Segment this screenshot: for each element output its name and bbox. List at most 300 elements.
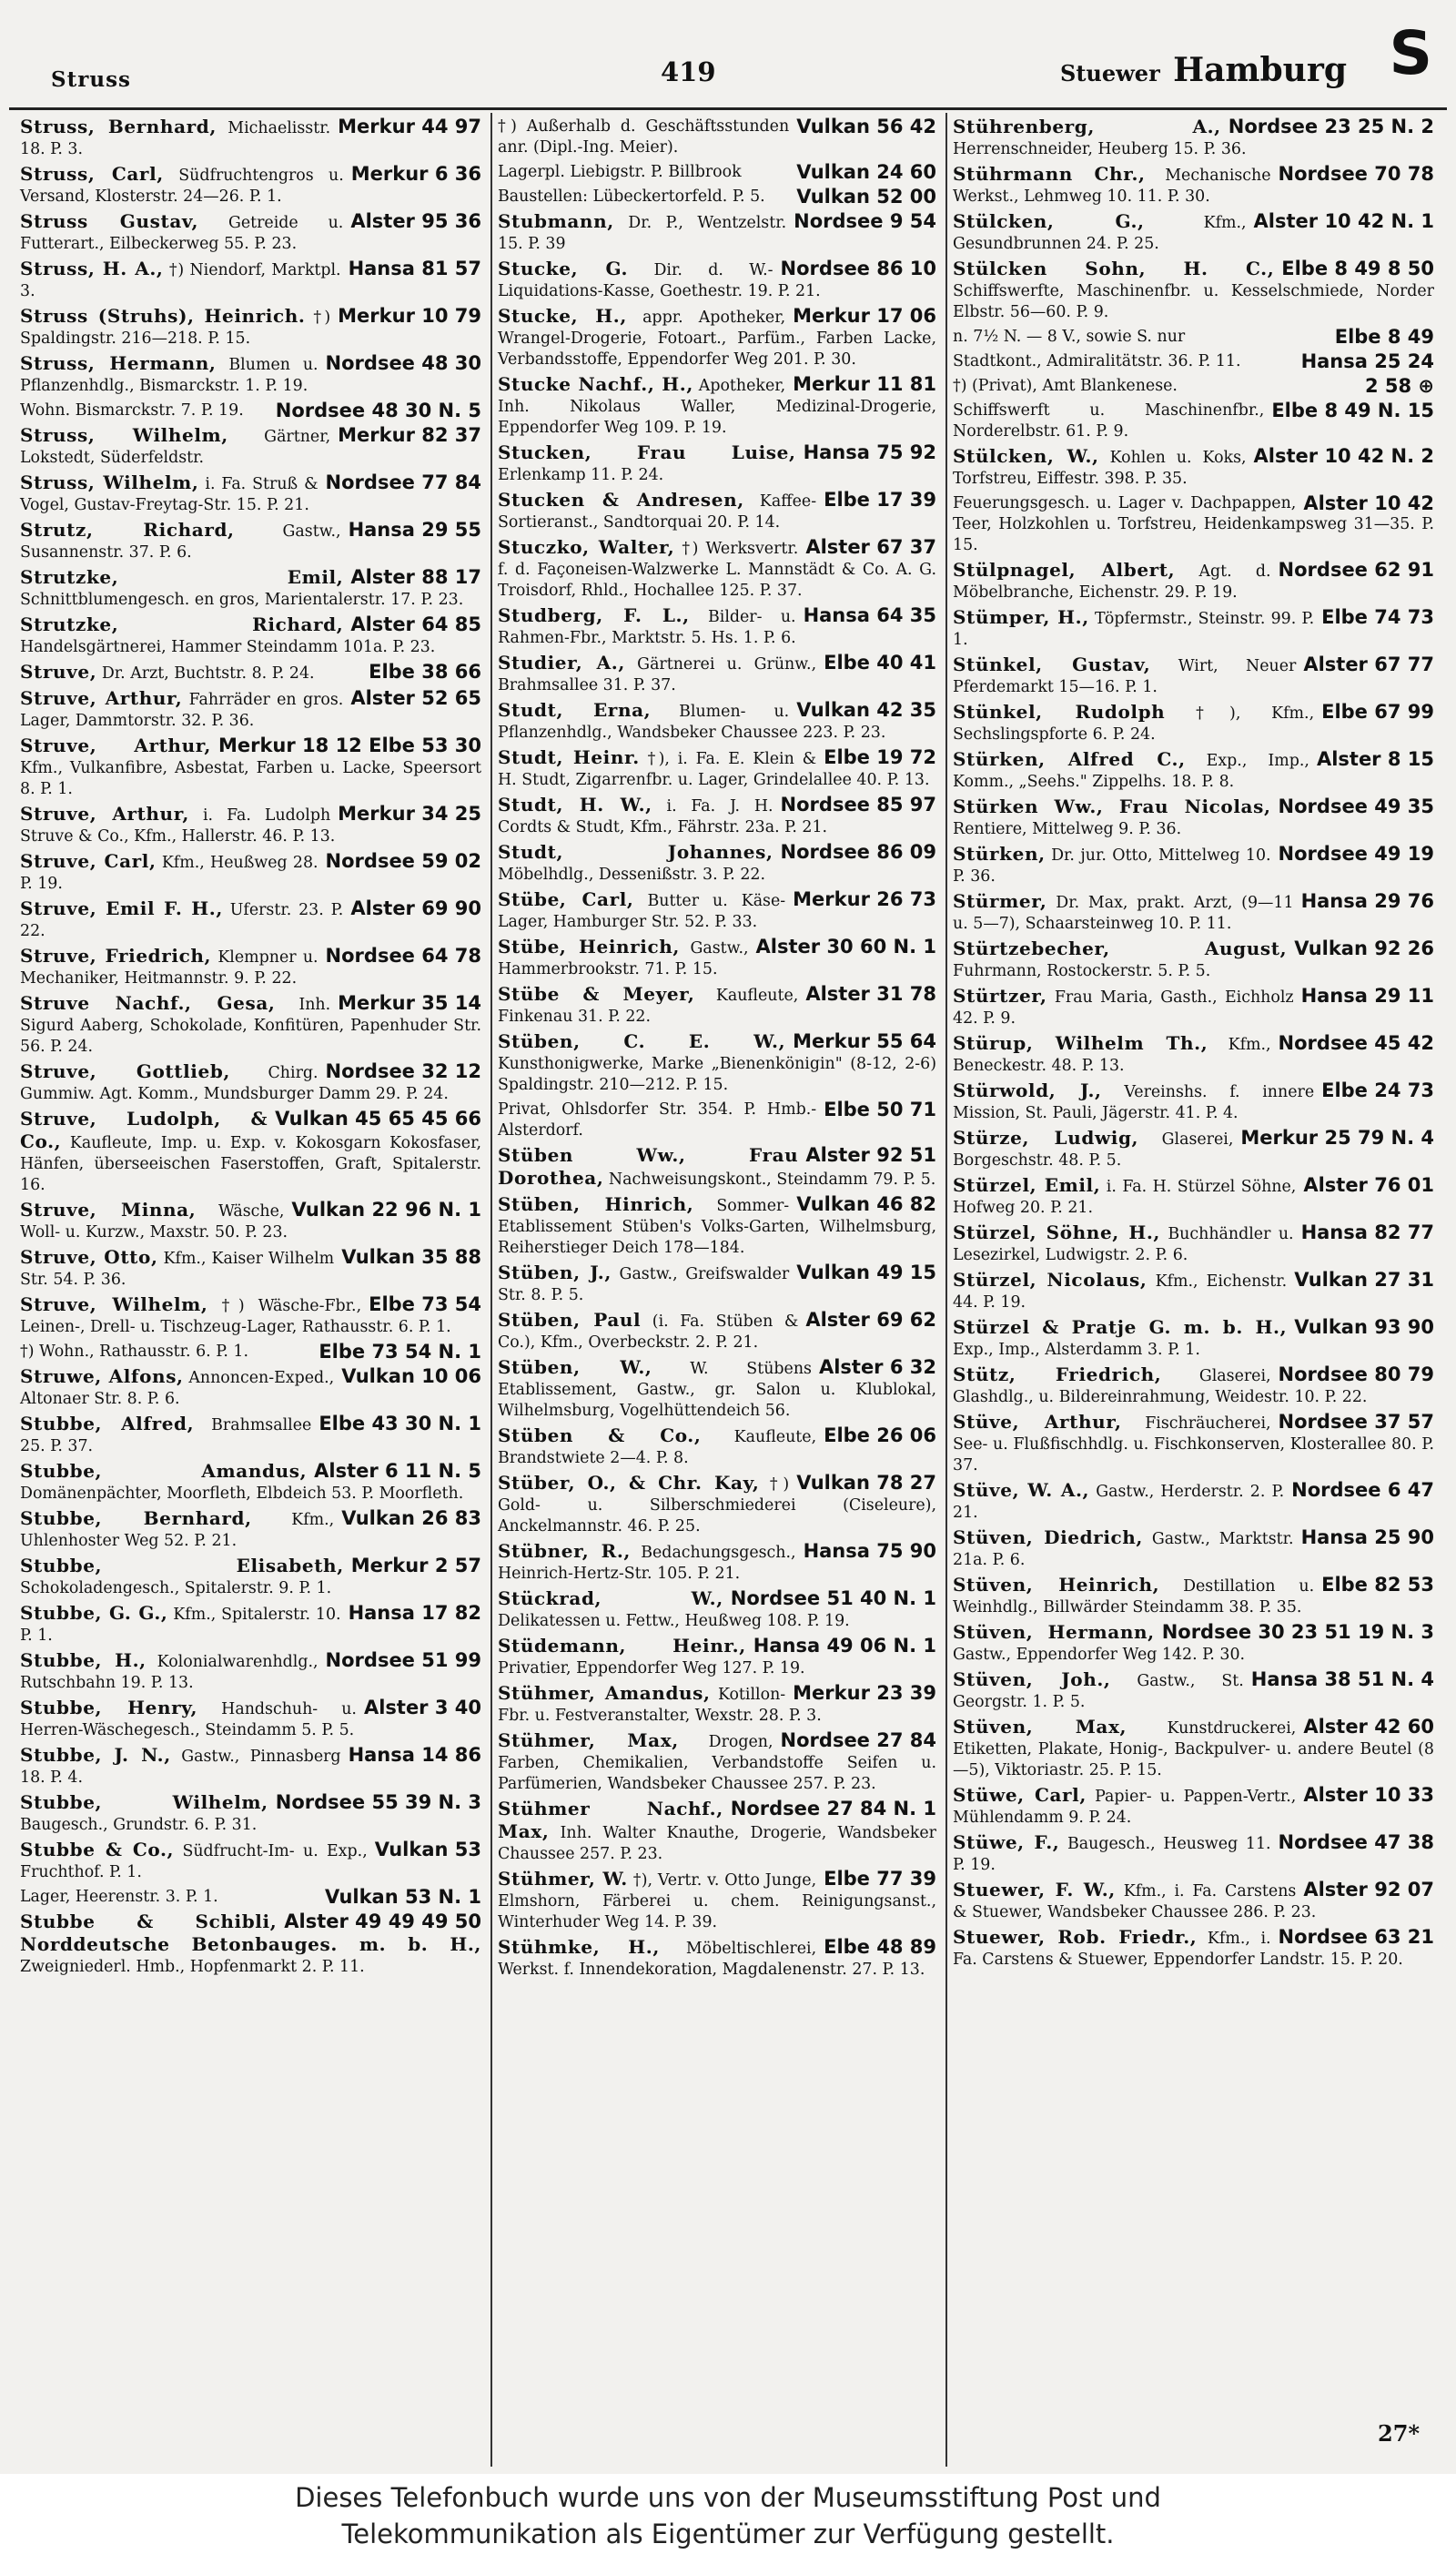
entry-phone: Vulkan 52 00: [796, 186, 936, 208]
entry-phone: Merkur 44 97: [338, 116, 481, 137]
listing-entry: [20, 1061, 481, 1105]
entry-phone: Hansa 25 90: [1300, 1526, 1434, 1548]
listing-entry: [20, 306, 481, 350]
listing-entry: [953, 376, 1434, 397]
entry-phone: Nordsee 86 09: [780, 841, 936, 863]
entry-name: Studt, H. W.,: [498, 794, 652, 816]
entry-phone: Alster 76 01: [1303, 1174, 1434, 1196]
entry-text: Kaufleute, Finkenau 31. P. 22.: [498, 987, 799, 1026]
entry-text: †) Niendorf, Marktpl. 3.: [20, 261, 341, 300]
entry-text: Baustellen: Lübeckertorfeld. P. 5.: [498, 187, 765, 206]
entry-text: †) Wohn., Rathausstr. 6. P. 1.: [20, 1343, 249, 1361]
listing-entry: [953, 1785, 1434, 1829]
entry-text: Blumen- u. Pflanzenhdlg., Wandsbeker Chaussee 223. P. 23.: [498, 703, 886, 742]
listing-entry: [498, 1869, 936, 1933]
entry-phone: 2 58 ⊕: [1364, 375, 1434, 397]
entry-text: Uferstr. 23. P. 22.: [20, 901, 344, 940]
entry-phone: Alster 42 60: [1303, 1716, 1434, 1738]
entry-name: Struve, Gottlieb,: [20, 1060, 230, 1082]
entry-phone: Nordsee 27 84: [780, 1729, 936, 1751]
entry-text: Schiffswerft u. Maschinenfbr., Norderelbstr. 61. P. 9.: [953, 401, 1265, 441]
listing-entry: [20, 1461, 481, 1505]
entry-name: Stucken & Andresen,: [498, 489, 744, 511]
entry-phone: Vulkan 27 31: [1294, 1269, 1434, 1291]
entry-phone: Elbe 73 54 N. 1: [318, 1341, 481, 1363]
entry-text: †) Werksvertr. f. d. Façoneisen-Walzwerke L. Mannstädt & Co. A. G. Troisdorf, Rhld., Hochallee 125. P. 37.: [498, 540, 936, 600]
entry-text: Destillation u. Weinhdlg., Billwärder Steindamm 38. P. 35.: [953, 1577, 1315, 1617]
listing-entry: [20, 688, 481, 732]
entry-text: †) Gold- u. Silberschmiederei (Ciseleure), Anckelmannstr. 46. P. 25.: [498, 1475, 936, 1535]
listing-entry: [498, 1799, 936, 1865]
entry-text: Frau Maria, Gasth., Eichholz 42. P. 9.: [953, 988, 1294, 1028]
entry-name: Stüven, Joh.,: [953, 1668, 1111, 1690]
footer-line-2: Telekommunikation als Eigentümer zur Verfügung gestellt.: [341, 2519, 1115, 2549]
entry-text: Michaelisstr. 18. P. 3.: [20, 119, 331, 158]
entry-phone: Elbe 48 89: [824, 1936, 936, 1958]
entry-phone: Vulkan 42 35: [796, 699, 936, 721]
entry-phone: Elbe 77 39: [824, 1868, 936, 1890]
entry-phone: Elbe 73 54: [369, 1293, 481, 1315]
entry-text: Dr. Max, prakt. Arzt, (9—11 u. 5—7), Schaarsteinweg 10. P. 11.: [953, 894, 1294, 933]
entry-text: Kunsthonigwerke, Marke „Bienenkönigin" (8-12, 2-6) Spaldingstr. 210—212. P. 15.: [498, 1055, 936, 1094]
entry-phone: Nordsee 55 39 N. 3: [275, 1791, 481, 1813]
listing-entry: [498, 700, 936, 744]
entry-name: Struve, Emil F. H.,: [20, 897, 223, 919]
section-letter: S: [1389, 18, 1432, 88]
entry-text: Kfm., Beneckestr. 48. P. 13.: [953, 1036, 1271, 1075]
listing-entry: [20, 211, 481, 255]
listing-entry: [498, 937, 936, 980]
entry-name: Stübner, R.,: [498, 1540, 631, 1562]
entry-name: Stülcken Sohn, H. C.,: [953, 258, 1275, 279]
listing-entry: [953, 796, 1434, 840]
entry-phone: Nordsee 77 84: [325, 471, 481, 493]
entry-phone: Alster 30 60 N. 1: [755, 936, 936, 958]
entry-text: Kfm., i. Fa. Carstens & Stuewer, Wandsbeker Chaussee 286. P. 23.: [953, 1882, 1317, 1921]
listing-entry: [20, 1247, 481, 1291]
entry-text: Delikatessen u. Fettw., Heußweg 108. P. 19.: [498, 1612, 850, 1630]
entry-phone: Nordsee 62 91: [1278, 559, 1434, 581]
listing-entry: [20, 1294, 481, 1338]
entry-text: (i. Fa. Stüben & Co.), Kfm., Overbeckstr. 2. P. 21.: [498, 1312, 799, 1352]
listing-entry: [953, 1128, 1434, 1171]
entry-text: Agt. d. Möbelbranche, Eichenstr. 29. P. 19.: [953, 562, 1271, 602]
listing-entry: [20, 1792, 481, 1836]
entry-phone: Merkur 10 79: [338, 305, 481, 327]
entry-phone: Alster 52 65: [350, 687, 481, 709]
listing-entry: [498, 1683, 936, 1727]
entry-name: Stuewer, F. W.,: [953, 1879, 1116, 1900]
entry-text: Feuerungsgesch. u. Lager v. Dachpappen, Teer, Holzkohlen u. Torfstreu, Heidenkampsweg 31—35. P. 15.: [953, 494, 1434, 554]
entry-text: Gastw., Greifswalder Str. 8. P. 5.: [498, 1265, 790, 1304]
entry-text: W. Stübens Etablissement, Gastw., gr. Salon u. Klublokal, Wilhelmsburg, Vogelhüttendeich 56.: [498, 1360, 936, 1420]
entry-phone: Nordsee 48 30 N. 5: [275, 400, 481, 421]
entry-text: Rentiere, Mittelweg 9. P. 36.: [953, 820, 1182, 838]
entry-text: Sommer-Etablissement Stüben's Volks-Garten, Wilhelmsburg, Reiherstieger Deich 178—184.: [498, 1197, 936, 1257]
entry-phone: Elbe 24 73: [1321, 1079, 1434, 1101]
entry-name: Stühmer, Amandus,: [498, 1682, 711, 1704]
listing-entry: [20, 472, 481, 516]
listing-entry: [498, 1031, 936, 1096]
entry-text: Inh. Walter Knauthe, Drogerie, Wandsbeker Chaussee 257. P. 23.: [498, 1824, 936, 1863]
entry-phone: Merkur 35 14: [338, 992, 481, 1014]
entry-phone: Nordsee 51 40 N. 1: [730, 1587, 936, 1609]
entry-name: Stülpnagel, Albert,: [953, 559, 1176, 581]
listing-entry: [953, 1527, 1434, 1571]
entry-name: Stubbe, G. G.,: [20, 1602, 168, 1624]
listing-entry: [498, 747, 936, 791]
entry-name: Stüben, J.,: [498, 1262, 612, 1283]
entry-name: Stuczko, Walter,: [498, 536, 675, 558]
entry-phone: Vulkan 93 90: [1294, 1316, 1434, 1338]
entry-name: Stürup, Wilhelm Th.,: [953, 1032, 1208, 1054]
entry-name: Struve, Arthur,: [20, 735, 211, 756]
entry-text: Glaserei, Glashdlg., u. Bildereinrahmung, Weidestr. 10. P. 22.: [953, 1367, 1368, 1406]
entry-text: Vereinshs. f. innere Mission, St. Pauli, Jägerstr. 41. P. 4.: [953, 1083, 1315, 1122]
footer-notice: [0, 2474, 1456, 2554]
listing-entry: [953, 1669, 1434, 1713]
listing-entry: [953, 702, 1434, 745]
entry-phone: Elbe 67 99: [1321, 701, 1434, 723]
entry-name: Stüven, Hermann,: [953, 1621, 1155, 1643]
listing-entry: [498, 187, 936, 208]
entry-name: Struss, Wilhelm,: [20, 471, 199, 493]
entry-phone: Hansa 75 90: [803, 1540, 936, 1562]
page-number: 419: [661, 56, 716, 87]
entry-name: Studt, Johannes,: [498, 841, 774, 863]
entry-phone: Nordsee 48 30: [325, 352, 481, 374]
entry-text: Wäsche, Woll- u. Kurzw., Maxstr. 50. P. 23.: [20, 1202, 288, 1242]
entry-text: i. Fa. Ludolph Struve & Co., Kfm., Hallerstr. 46. P. 13.: [20, 806, 336, 846]
listing-entry: [498, 1145, 936, 1191]
listing-entry: [953, 1717, 1434, 1781]
entry-name: Struve, Arthur,: [20, 687, 183, 709]
entry-name: Stubbe, Bernhard,: [20, 1507, 252, 1529]
listing-entry: [20, 946, 481, 989]
entry-phone: Alster 67 77: [1303, 654, 1434, 675]
entry-phone: Merkur 26 73: [793, 888, 936, 910]
entry-name: Stürken, Alfred C.,: [953, 748, 1186, 770]
entry-text: Kolonialwarenhdlg., Rutschbahn 19. P. 13.: [20, 1653, 318, 1692]
page-mark: 27*: [1378, 2420, 1420, 2447]
listing-column-2: [492, 113, 947, 2467]
entry-phone: Elbe 26 06: [824, 1424, 936, 1446]
entry-text: Kfm., Spitalerstr. 10. P. 1.: [20, 1606, 341, 1645]
listing-entry: [20, 258, 481, 302]
entry-phone: Alster 69 90: [350, 897, 481, 919]
entry-phone: Nordsee 49 35: [1278, 796, 1434, 817]
listing-entry: [20, 898, 481, 942]
entry-phone: Merkur 18 12 Elbe 53 30: [217, 735, 481, 756]
entry-name: Struve, Wilhelm,: [20, 1293, 208, 1315]
listing-entry: [953, 258, 1434, 323]
entry-phone: Nordsee 45 42: [1278, 1032, 1434, 1054]
listing-entry: [953, 1033, 1434, 1077]
entry-phone: Hansa 25 24: [1300, 350, 1434, 372]
entry-name: Stüber, O., & Chr. Kay,: [498, 1472, 760, 1494]
entry-text: Kohlen u. Koks, Torfstreu, Eiffestr. 398. P. 35.: [953, 449, 1247, 488]
entry-phone: Elbe 17 39: [824, 489, 936, 511]
listing-entry: [953, 164, 1434, 208]
entry-name: Stüwe, Carl,: [953, 1784, 1087, 1806]
listing-entry: [953, 986, 1434, 1029]
entry-name: Stürze, Ludwig,: [953, 1127, 1139, 1149]
entry-name: Struss, H. A.,: [20, 258, 164, 279]
entry-phone: Elbe 8 49 N. 15: [1271, 400, 1434, 421]
entry-phone: Vulkan 35 88: [341, 1246, 481, 1268]
entry-phone: Alster 8 15: [1316, 748, 1434, 770]
entry-text: Südfruchtengros u. Versand, Klosterstr. 24—26. P. 1.: [20, 167, 344, 206]
entry-phone: Elbe 40 41: [824, 652, 936, 674]
entry-phone: Hansa 81 57: [348, 258, 481, 279]
entry-text: Dr. jur. Otto, Mittelweg 10. P. 36.: [953, 846, 1271, 886]
listing-entry: [20, 520, 481, 563]
listing-entry: [20, 804, 481, 847]
listing-entry: [498, 605, 936, 649]
listing-column-3: [947, 113, 1443, 2467]
entry-text: Zweigniederl. Hmb., Hopfenmarkt 2. P. 11.: [20, 1958, 365, 1976]
listing-entry: [20, 1414, 481, 1457]
running-head-right: [1060, 51, 1347, 89]
entry-phone: Alster 6 11 N. 5: [314, 1460, 481, 1482]
entry-phone: Nordsee 63 21: [1278, 1926, 1434, 1948]
entry-name: Stubbe, Amandus,: [20, 1460, 308, 1482]
listing-entry: [953, 749, 1434, 793]
entry-text: Drogen, Farben, Chemikalien, Verbandstoffe Seifen u. Parfümerien, Wandsbeker Chaussee 257. P. 23.: [498, 1733, 936, 1793]
entry-text: Gastw., Herderstr. 2. P. 21.: [953, 1483, 1285, 1522]
entry-name: Stüben, Paul: [498, 1309, 642, 1331]
listing-entry: [498, 1730, 936, 1795]
entry-text: Handelsgärtnerei, Hammer Steindamm 101a. P. 23.: [20, 638, 436, 656]
entry-phone: Nordsee 51 99: [325, 1649, 481, 1671]
entry-text: Gastw., Pinnasberg 18. P. 4.: [20, 1748, 341, 1787]
entry-name: Stünkel, Gustav,: [953, 654, 1151, 675]
entry-phone: Nordsee 23 25 N. 2: [1228, 116, 1434, 137]
listing-entry: [20, 1911, 481, 1978]
listing-entry: [498, 490, 936, 533]
entry-name: Strutz, Richard,: [20, 519, 235, 541]
entry-text: Papier- u. Pappen-Vertr., Mühlendamm 9. P. 24.: [953, 1788, 1297, 1827]
entry-text: Handschuh- u. Herren-Wäschegesch., Steindamm 5. P. 5.: [20, 1700, 357, 1739]
listing-entry: [953, 1832, 1434, 1876]
listing-column-1: [15, 113, 492, 2467]
entry-text: Bilder- u. Rahmen-Fbr., Marktstr. 5. Hs. 1. P. 6.: [498, 608, 796, 647]
footer-line-1: Dieses Telefonbuch wurde uns von der Museumsstiftung Post und: [295, 2482, 1161, 2513]
entry-name: Stubbe & Co.,: [20, 1839, 175, 1860]
entry-phone: Hansa 49 06 N. 1: [753, 1635, 936, 1657]
entry-phone: Elbe 19 72: [824, 746, 936, 768]
entry-text: Kfm., Kaiser Wilhelm Str. 54. P. 36.: [20, 1250, 335, 1289]
entry-phone: Nordsee 80 79: [1278, 1363, 1434, 1385]
entry-phone: Nordsee 86 10: [780, 258, 936, 279]
listing-entry: [20, 1839, 481, 1883]
entry-text: Bedachungsgesch., Heinrich-Hertz-Str. 105. P. 21.: [498, 1544, 796, 1583]
entry-phone: Elbe 74 73: [1321, 606, 1434, 628]
entry-text: Schnittblumengesch. en gros, Marientalerstr. 17. P. 23.: [20, 591, 464, 609]
entry-name: Strutzke, Emil,: [20, 566, 344, 588]
entry-text: Lagerpl. Liebigstr. P. Billbrook: [498, 163, 742, 181]
entry-text: Kunstdruckerei, Etiketten, Plakate, Honig-, Backpulver- u. andere Beutel (8—5), Viktoriastr. 25. P. 15.: [953, 1719, 1434, 1779]
entry-text: Gastw., St. Georgstr. 1. P. 5.: [953, 1672, 1244, 1711]
entry-phone: Alster 6 32: [818, 1356, 936, 1378]
entry-name: Struve, Carl,: [20, 850, 157, 872]
entry-name: Stürken,: [953, 843, 1046, 865]
entry-phone: Alster 49 49 49 50: [284, 1910, 481, 1932]
entry-phone: Vulkan 24 60: [796, 161, 936, 183]
entry-phone: Hansa 14 86: [348, 1744, 481, 1766]
entry-name: Stühmer, W.: [498, 1868, 628, 1890]
entry-text: Kfm., Heußweg 28. P. 19.: [20, 854, 318, 893]
entry-phone: Alster 95 36: [350, 210, 481, 232]
listing-entry: [498, 374, 936, 439]
entry-name: Struve Nachf., Gesa,: [20, 992, 276, 1014]
entry-text: Herrenschneider, Heuberg 15. P. 36.: [953, 140, 1247, 158]
entry-name: Stubbe, Henry,: [20, 1697, 198, 1718]
entry-name: Stürzel, Söhne, H.,: [953, 1221, 1160, 1243]
entry-phone: Nordsee 32 12: [325, 1060, 481, 1082]
entry-phone: Vulkan 10 06: [341, 1365, 481, 1387]
listing-entry: [953, 560, 1434, 603]
entry-text: Kaufleute, Brandstwiete 2—4. P. 8.: [498, 1428, 817, 1467]
entry-phone: Alster 10 42 N. 2: [1253, 445, 1434, 467]
entry-phone: Alster 92 07: [1303, 1879, 1434, 1900]
listing-columns: [15, 113, 1443, 2467]
listing-entry: [498, 842, 936, 886]
entry-name: Stubbe, Elisabeth,: [20, 1555, 344, 1576]
entry-text: Dr. Arzt, Buchtstr. 8. P. 24.: [101, 664, 315, 683]
entry-name: Stürzel & Pratje G. m. b. H.,: [953, 1316, 1288, 1338]
listing-entry: [953, 1317, 1434, 1361]
entry-text: Fuhrmann, Rostockerstr. 5. P. 5.: [953, 962, 1211, 980]
listing-entry: [498, 1262, 936, 1306]
entry-name: Stüwe, F.,: [953, 1831, 1060, 1853]
entry-phone: Alster 10 42: [1303, 492, 1434, 514]
entry-name: Struss, Hermann,: [20, 352, 217, 374]
entry-text: Schiffswerfte, Maschinenfbr. u. Kesselschmiede, Norder Elbstr. 56—60. P. 9.: [953, 282, 1434, 321]
entry-name: Struwe, Alfons,: [20, 1365, 184, 1387]
entry-text: Kfm., Uhlenhoster Weg 52. P. 21.: [20, 1511, 335, 1550]
entry-text: Fahrräder en gros. Lager, Dammtorstr. 32. P. 36.: [20, 691, 344, 730]
entry-name: Struve,: [20, 661, 97, 683]
listing-entry: [498, 1310, 936, 1353]
entry-name: Stünkel, Rudolph: [953, 701, 1166, 723]
listing-entry: [953, 654, 1434, 698]
header-rule: [9, 107, 1447, 110]
listing-entry: [498, 1100, 936, 1141]
entry-phone: Nordsee 9 54: [794, 210, 936, 232]
entry-name: Stübe, Heinrich,: [498, 936, 680, 958]
listing-entry: [498, 211, 936, 255]
listing-entry: [498, 984, 936, 1028]
listing-entry: [20, 567, 481, 611]
running-head-name: Stuewer: [1060, 60, 1160, 86]
entry-text: Kaufleute, Imp. u. Exp. v. Kokosgarn Kokosfaser, Hänfen, überseeischen Faserstoffen, Graft, Spitalerstr. 16.: [20, 1134, 482, 1194]
entry-name: Stüve, W. A.,: [953, 1479, 1090, 1501]
entry-name: Stubbe, H.,: [20, 1649, 147, 1671]
listing-entry: [953, 1175, 1434, 1219]
listing-entry: [498, 537, 936, 602]
listing-entry: [953, 446, 1434, 490]
listing-entry: [953, 117, 1434, 160]
entry-text: Kfm., i. Fa. Carstens & Stuewer, Eppendorfer Landstr. 15. P. 20.: [953, 1930, 1403, 1969]
entry-phone: Merkur 2 57: [350, 1555, 481, 1576]
entry-name: Stülcken, G.,: [953, 210, 1145, 232]
entry-phone: Nordsee 59 02: [325, 850, 481, 872]
entry-text: Möbeltischlerei, Werkst. f. Innendekoration, Magdalenenstr. 27. P. 13.: [498, 1940, 925, 1979]
listing-entry: [953, 1880, 1434, 1923]
listing-entry: [953, 1080, 1434, 1124]
listing-entry: [20, 1745, 481, 1789]
listing-entry: [498, 1541, 936, 1585]
entry-phone: Elbe 8 49 8 50: [1281, 258, 1434, 279]
listing-entry: [20, 735, 481, 800]
entry-name: Stürzel, Nicolaus,: [953, 1269, 1148, 1291]
entry-name: Struss, Carl,: [20, 163, 164, 185]
entry-text: Inh. Sigurd Aaberg, Schokolade, Konfitüren, Papenhuder Str. 56. P. 24.: [20, 996, 481, 1056]
listing-entry: [20, 1603, 481, 1647]
entry-phone: Elbe 43 30 N. 1: [318, 1413, 481, 1434]
entry-text: Kaffee-Sortieranst., Sandtorquai 20. P. 14.: [498, 492, 817, 532]
listing-entry: [498, 653, 936, 696]
entry-phone: Alster 92 51: [805, 1144, 936, 1166]
entry-text: Kfm., Eichenstr. 44. P. 19.: [953, 1272, 1288, 1312]
entry-name: Stülcken, W.,: [953, 445, 1099, 467]
entry-text: Kfm., Gesundbrunnen 24. P. 25.: [953, 214, 1247, 253]
entry-name: Stührenberg, A.,: [953, 116, 1221, 137]
entry-name: Studt, Erna,: [498, 699, 652, 721]
entry-text: Wohn. Bismarckstr. 7. P. 19.: [20, 401, 244, 420]
entry-phone: Elbe 82 53: [1321, 1574, 1434, 1596]
listing-entry: [953, 351, 1434, 372]
listing-entry: [498, 1194, 936, 1259]
listing-entry: [20, 614, 481, 658]
entry-text: i. Fa. J. H. Cordts & Studt, Kfm., Fährstr. 23a. P. 21.: [498, 797, 828, 836]
entry-name: Stürwold, J.,: [953, 1079, 1102, 1101]
entry-phone: Vulkan 78 27: [796, 1472, 936, 1494]
entry-name: Stüben & Co.,: [498, 1424, 702, 1446]
entry-phone: Hansa 75 92: [803, 441, 936, 463]
entry-name: Stucken, Frau Luise,: [498, 441, 796, 463]
entry-text: Wirt, Neuer Pferdemarkt 15—16. P. 1.: [953, 657, 1297, 696]
listing-entry: [498, 117, 936, 158]
entry-name: Stürken Ww., Frau Nicolas,: [953, 796, 1271, 817]
entry-phone: Merkur 34 25: [338, 803, 481, 825]
entry-text: Lager, Heerenstr. 3. P. 1.: [20, 1888, 218, 1906]
entry-phone: Nordsee 6 47: [1291, 1479, 1434, 1501]
entry-name: Stubmann,: [498, 210, 614, 232]
entry-name: Stubbe & Schibli, Norddeutsche Betonbauges. m. b. H.,: [20, 1910, 481, 1955]
listing-entry: [953, 1575, 1434, 1618]
entry-phone: Alster 88 17: [350, 566, 481, 588]
entry-phone: Alster 3 40: [363, 1697, 481, 1718]
entry-phone: Alster 64 85: [350, 613, 481, 635]
entry-name: Struve, Minna,: [20, 1199, 197, 1221]
entry-text: Glaserei, Borgeschstr. 48. P. 5.: [953, 1130, 1234, 1170]
listing-entry: [953, 1270, 1434, 1313]
entry-name: Stubbe, Wilhelm,: [20, 1791, 268, 1813]
entry-text: Gastw., Marktstr. 21a. P. 6.: [953, 1530, 1294, 1569]
entry-text: Fischräucherei, See- u. Flußfischhdlg. u. Fischkonserven, Klosterallee 80. P. 37.: [953, 1414, 1434, 1475]
entry-text: Dr. P., Wentzelstr. 15. P. 39: [498, 214, 787, 253]
entry-phone: Merkur 11 81: [793, 373, 936, 395]
entry-text: Brahmsallee 25. P. 37.: [20, 1416, 312, 1455]
entry-phone: Elbe 8 49: [1334, 326, 1434, 348]
entry-name: Studier, A.,: [498, 652, 625, 674]
listing-entry: [953, 1412, 1434, 1476]
entry-name: Stütz, Friedrich,: [953, 1363, 1162, 1385]
entry-text: Privatier, Eppendorfer Weg 127. P. 19.: [498, 1659, 805, 1677]
entry-phone: Vulkan 53 N. 1: [324, 1886, 481, 1908]
